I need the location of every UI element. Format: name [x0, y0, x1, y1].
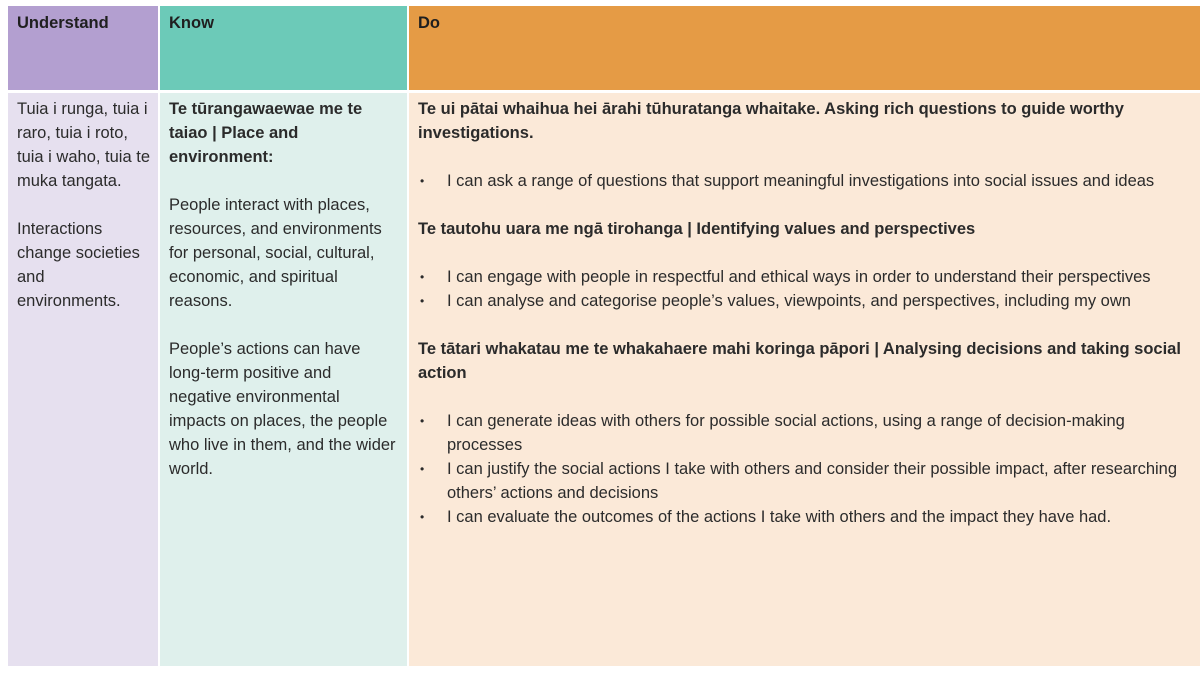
do-list-item [418, 457, 1191, 505]
bullet-icon: • [420, 414, 425, 428]
know-heading: Te tūrangawaewae me te taiao | Place and environment: [169, 100, 363, 166]
do-list-item [418, 265, 1191, 289]
do-list-item [418, 505, 1191, 529]
do-bullet-list [418, 169, 1191, 193]
bullet-icon: • [420, 270, 425, 284]
do-list-item-text: I can analyse and categorise people’s values, viewpoints, and perspectives, including my own [447, 292, 1131, 310]
do-list-item-text: I can evaluate the outcomes of the actions I take with others and the impact they have had. [447, 508, 1112, 526]
know-column-header: Know [160, 6, 407, 90]
do-list-item-text: I can ask a range of questions that support meaningful investigations into social issues and ideas [447, 172, 1155, 190]
do-list-item-text: I can justify the social actions I take with others and consider their possible impact, after researching others’ actions and decisions [447, 460, 1178, 502]
do-list-item-text: I can generate ideas with others for possible social actions, using a range of decision-making processes [447, 412, 1125, 454]
do-list-item-text: I can engage with people in respectful and ethical ways in order to understand their perspectives [447, 268, 1151, 286]
understand-paragraph: Interactions change societies and environments. [17, 220, 140, 310]
do-list-item [418, 409, 1191, 457]
do-section-heading: Te tātari whakatau me te whakahaere mahi koringa pāpori | Analysing decisions and taking social action [418, 340, 1181, 382]
do-section-heading: Te tautohu uara me ngā tirohanga | Identifying values and perspectives [418, 220, 976, 238]
bullet-icon: • [420, 174, 425, 188]
do-section-heading: Te ui pātai whaihua hei ārahi tūhuratanga whaitake. Asking rich questions to guide worthy investigations. [418, 100, 1124, 142]
do-cell [409, 93, 1200, 666]
understand-column-header: Understand [8, 6, 158, 90]
do-list-item [418, 169, 1191, 193]
do-column-header: Do [409, 6, 1200, 90]
bullet-icon: • [420, 294, 425, 308]
do-bullet-list [418, 265, 1191, 313]
understand-know-do-table [8, 6, 1196, 666]
bullet-icon: • [420, 462, 425, 476]
understand-paragraph: Tuia i runga, tuia i raro, tuia i roto, tuia i waho, tuia te muka tangata. [17, 100, 150, 190]
do-list-item [418, 289, 1191, 313]
understand-cell [8, 93, 158, 666]
know-paragraph: People interact with places, resources, and environments for personal, social, cultural, economic, and spiritual reasons. [169, 196, 382, 310]
do-bullet-list [418, 409, 1191, 529]
bullet-icon: • [420, 510, 425, 524]
know-cell [160, 93, 407, 666]
know-paragraph: People’s actions can have long-term positive and negative environmental impacts on places, the people who live in them, and the wider world. [169, 340, 396, 478]
